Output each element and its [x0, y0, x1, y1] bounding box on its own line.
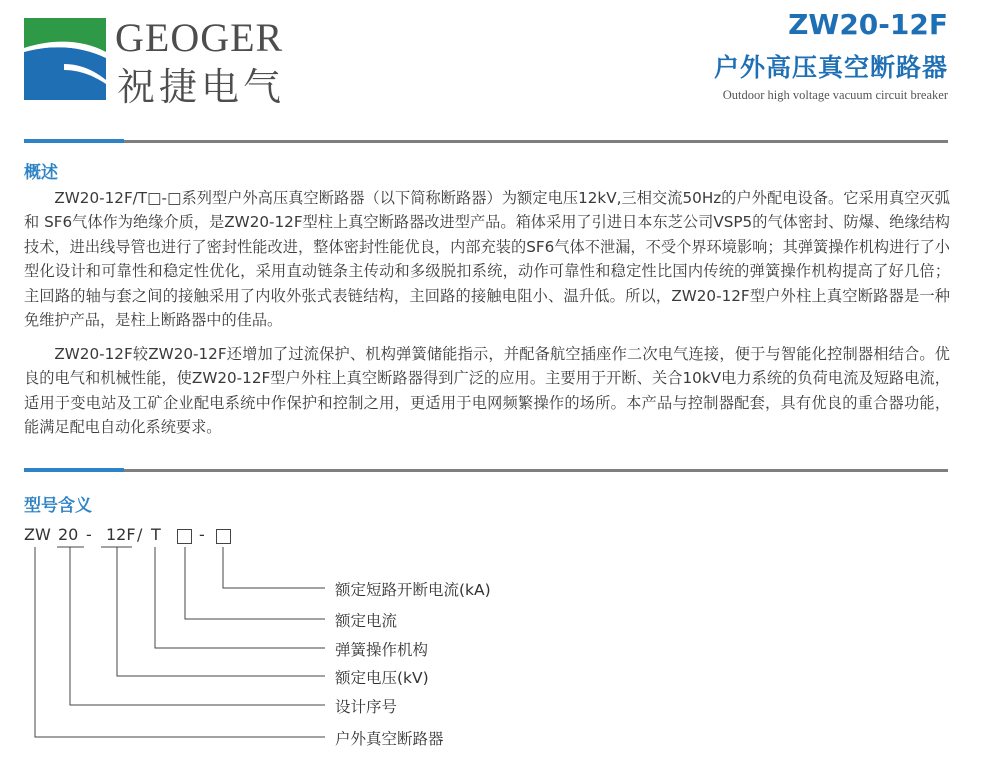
brand-name-cn: 祝捷电气: [117, 65, 286, 109]
code-design-no: 20: [58, 525, 79, 544]
overview-title: 概述: [24, 163, 58, 183]
product-model: ZW20-12F: [788, 8, 948, 41]
model-meaning-title: 型号含义: [24, 496, 92, 516]
code-dash: -: [86, 525, 92, 544]
code-slash: /: [137, 525, 143, 544]
legend-spring-mechanism: 弹簧操作机构: [335, 641, 429, 659]
code-dash-2: -: [199, 525, 205, 544]
legend-outdoor-vacuum-breaker: 户外真空断路器: [335, 730, 444, 748]
overview-paragraph-1: ZW20-12F/T□-□系列型户外高压真空断路器（以下简称断路器）为额定电压12kV,三相交流50Hz的户外配电设备。它采用真空灭弧和 SF6气体作为绝缘介质，是ZW20-12F型柱上真空断路器改进型产品。箱体采用了引进日本东芝公司VSP5的气体密封、防爆、绝缘结构技术，进出线导管也进行了密封性能改进，整体密封性能优良，内部充装的SF6气体不泄漏，不受个界环境影响；其弹簧操作机构进行了小型化设计和可靠性和稳定性优化，采用直动链条主传动和多级脱扣系统，动作可靠性和稳定性比国内传统的弹簧操作机构提高了好几倍；主回路的轴与套之间的接触采用了内收外张式表链结构，主回路的接触电阻小、温升低。所以，ZW20-12F型户外柱上真空断路器是一种免维护产品，是柱上断路器中的佳品。: [24, 189, 950, 330]
legend-breaking-current: 额定短路开断电流(kA): [335, 581, 491, 599]
product-title-en: Outdoor high voltage vacuum circuit breaker: [722, 88, 948, 102]
legend-design-number: 设计序号: [335, 698, 398, 716]
legend-rated-voltage: 额定电压(kV): [335, 669, 429, 687]
code-voltage: 12F: [106, 525, 136, 544]
code-mechanism: T: [151, 525, 161, 544]
overview-paragraph-2: ZW20-12F较ZW20-12F还增加了过流保护、机构弹簧储能指示，并配备航空插座作二次电气连接，便于与智能化控制器相结合。优良的电气和机械性能，使ZW20-12F型户外柱上真空断路器得到广泛的应用。主要用于开断、关合10kV电力系统的负荷电流及短路电流，适用于变电站及工矿企业配电系统中作保护和控制之用，更适用于电网频繁操作的场所。本产品与控制器配套，具有优良的重合器功能，能满足配电自动化系统要求。: [24, 345, 950, 437]
product-title-cn: 户外高压真空断路器: [713, 53, 948, 82]
brand-name-en: GEOGER: [115, 15, 284, 60]
code-prefix: ZW: [24, 525, 51, 544]
legend-rated-current: 额定电流: [335, 612, 398, 630]
